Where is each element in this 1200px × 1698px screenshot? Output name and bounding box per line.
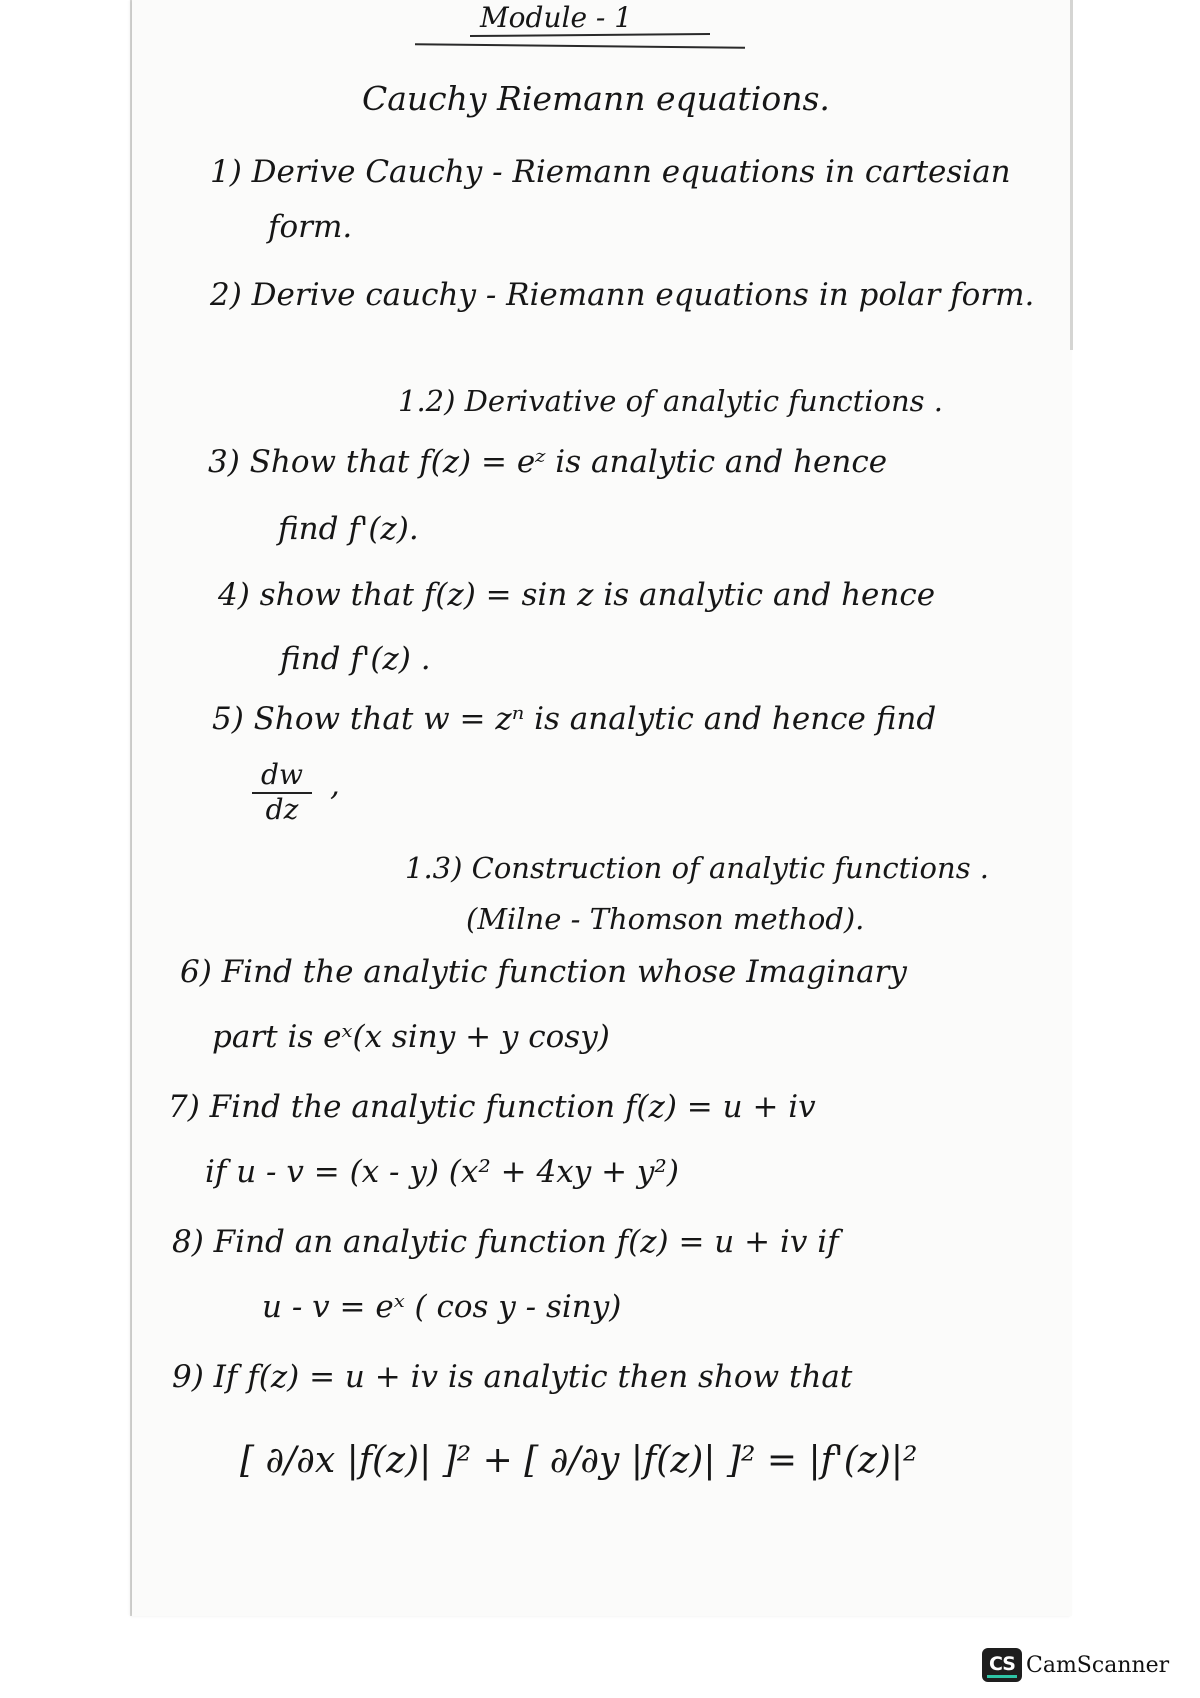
question-7-line-2: if u - v = (x - y) (x² + 4xy + y²)	[205, 1154, 679, 1190]
camscanner-brand-text: CamScanner	[1026, 1652, 1170, 1678]
question-5-line-1: 5) Show that w = zⁿ is analytic and hence find	[212, 701, 937, 737]
question-8-line-2: u - v = eˣ ( cos y - siny)	[262, 1289, 622, 1325]
camscanner-watermark	[982, 1648, 1169, 1682]
paper-edge-right	[1070, 0, 1073, 350]
camscanner-logo-icon	[982, 1648, 1022, 1682]
fraction-numerator: dw	[252, 760, 312, 794]
question-6-line-1: 6) Find the analytic function whose Imaginary	[180, 954, 907, 990]
question-8-line-1: 8) Find an analytic function f(z) = u + iv if	[172, 1224, 839, 1260]
camscanner-logo-bar	[987, 1675, 1017, 1678]
question-3-line-1: 3) Show that f(z) = eᶻ is analytic and hence	[208, 444, 888, 480]
question-9-equation: [ ∂/∂x |f(z)| ]² + [ ∂/∂y |f(z)| ]² = |f'(z)|²	[240, 1440, 918, 1481]
module-title: Module - 1	[480, 1, 633, 34]
question-5-trailing-comma: ,	[330, 767, 340, 803]
question-3-line-2: find f'(z).	[278, 511, 419, 547]
question-5-derivative-fraction	[252, 760, 312, 826]
camscanner-logo-text: CS	[989, 1652, 1015, 1675]
subsection-1-3-heading: 1.3) Construction of analytic functions .	[405, 851, 990, 885]
question-9-line-1: 9) If f(z) = u + iv is analytic then show that	[172, 1359, 853, 1395]
subsection-1-2-heading: 1.2) Derivative of analytic functions .	[398, 384, 943, 418]
question-4-line-1: 4) show that f(z) = sin z is analytic and hence	[218, 577, 936, 613]
question-1-line-1: 1) Derive Cauchy - Riemann equations in cartesian	[210, 154, 1011, 190]
question-1-line-2: form.	[268, 209, 353, 245]
question-6-line-2: part is eˣ(x siny + y cosy)	[212, 1019, 610, 1055]
question-4-line-2: find f'(z) .	[280, 641, 431, 677]
question-2-line-1: 2) Derive cauchy - Riemann equations in polar form.	[210, 277, 1035, 313]
question-7-line-1: 7) Find the analytic function f(z) = u + iv	[168, 1089, 816, 1125]
subsection-1-3-method: (Milne - Thomson method).	[466, 902, 865, 936]
fraction-denominator: dz	[265, 792, 299, 826]
section-heading: Cauchy Riemann equations.	[362, 79, 830, 118]
